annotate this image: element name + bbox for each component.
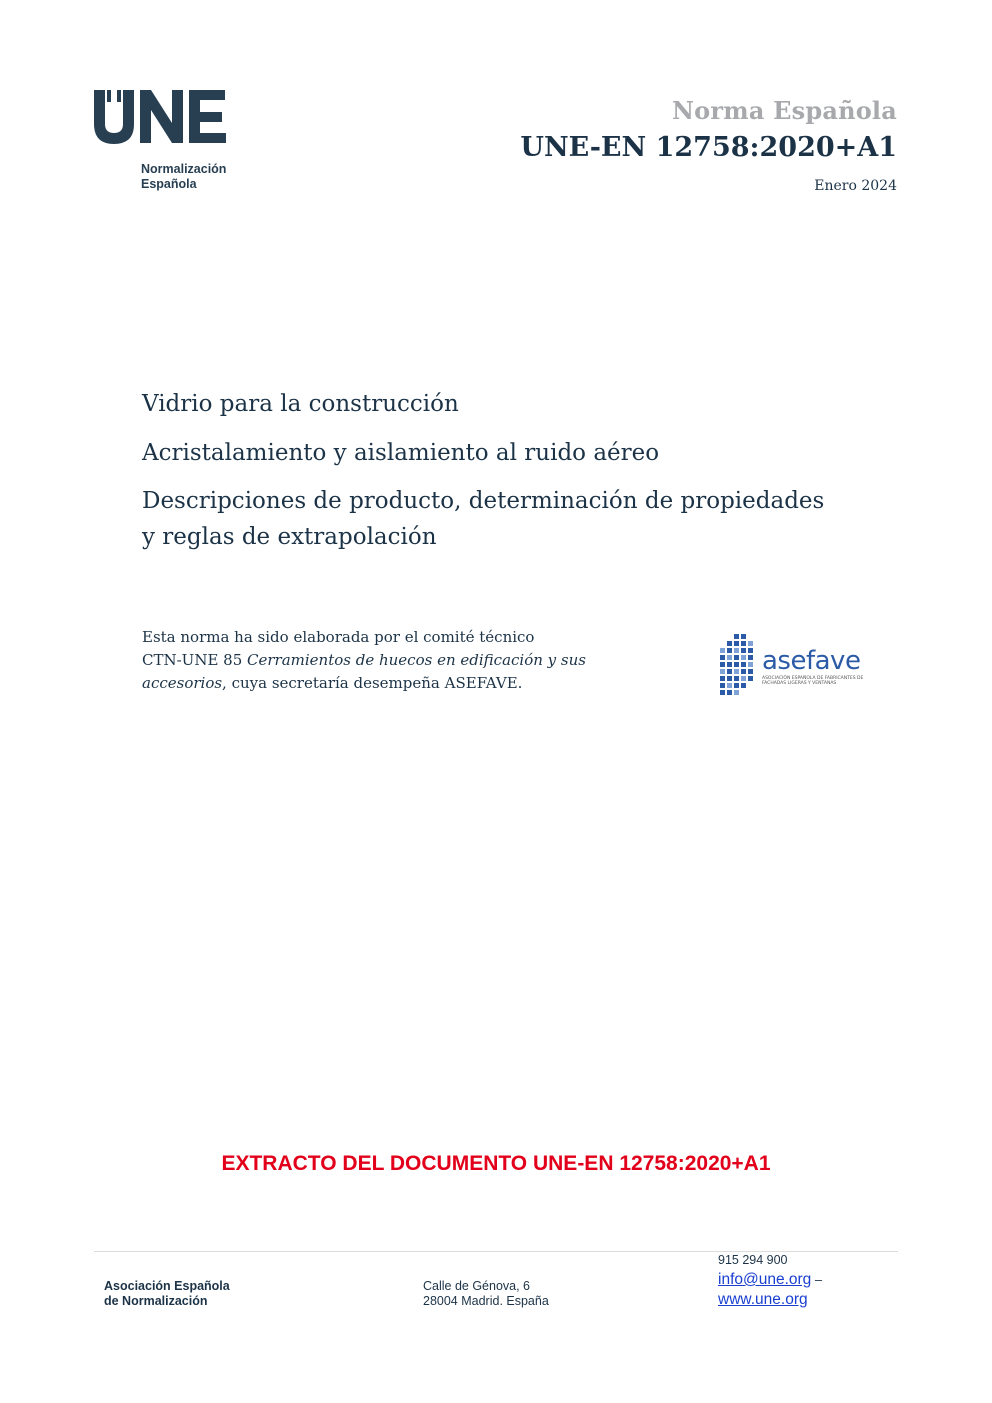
footer-address-line-2: 28004 Madrid. España xyxy=(423,1294,549,1308)
footer-phone: 915 294 900 xyxy=(718,1253,788,1267)
asefave-tagline: ASOCIACIÓN ESPAÑOLA DE FABRICANTES DE FACHADAS LIGERAS Y VENTANAS xyxy=(762,676,864,686)
logo-subtitle-2: Española xyxy=(141,177,197,191)
footer-contact xyxy=(718,1270,822,1290)
footer-separator: – xyxy=(811,1272,823,1287)
standard-date: Enero 2024 xyxy=(814,178,897,194)
une-logo xyxy=(92,90,262,200)
title-line-4: y reglas de extrapolación xyxy=(142,524,437,550)
footer-org-line-2: de Normalización xyxy=(104,1294,208,1308)
logo-subtitle-1: Normalización xyxy=(141,162,227,176)
une-logo-mark xyxy=(92,90,228,144)
standard-label: Norma Española xyxy=(672,96,897,125)
committee-code: CTN-UNE 85 xyxy=(142,651,248,669)
committee-secretariat: , cuya secretaría desempeña ASEFAVE. xyxy=(222,674,523,692)
footer-divider xyxy=(94,1251,898,1252)
building-icon xyxy=(720,632,758,698)
footer-email-link[interactable]: info@une.org xyxy=(718,1271,812,1288)
footer-web-link[interactable]: www.une.org xyxy=(718,1291,808,1308)
footer-org-line-1: Asociación Española xyxy=(104,1279,230,1293)
asefave-logo xyxy=(720,632,870,698)
title-line-1: Vidrio para la construcción xyxy=(142,391,459,417)
standard-code: UNE-EN 12758:2020+A1 xyxy=(520,132,897,163)
committee-name: Cerramientos de huecos en edificación y sus accesorios xyxy=(142,651,586,692)
asefave-name: asefave xyxy=(762,646,861,676)
title-line-2: Acristalamiento y aislamiento al ruido aéreo xyxy=(142,440,660,466)
title-line-3: Descripciones de producto, determinación de propiedades xyxy=(142,488,825,514)
footer-web xyxy=(718,1290,808,1310)
extract-notice: EXTRACTO DEL DOCUMENTO UNE-EN 12758:2020+A1 xyxy=(221,1152,771,1175)
committee-intro: Esta norma ha sido elaborada por el comité técnico xyxy=(142,628,535,646)
committee-paragraph xyxy=(142,626,662,695)
footer-address-line-1: Calle de Génova, 6 xyxy=(423,1279,531,1293)
